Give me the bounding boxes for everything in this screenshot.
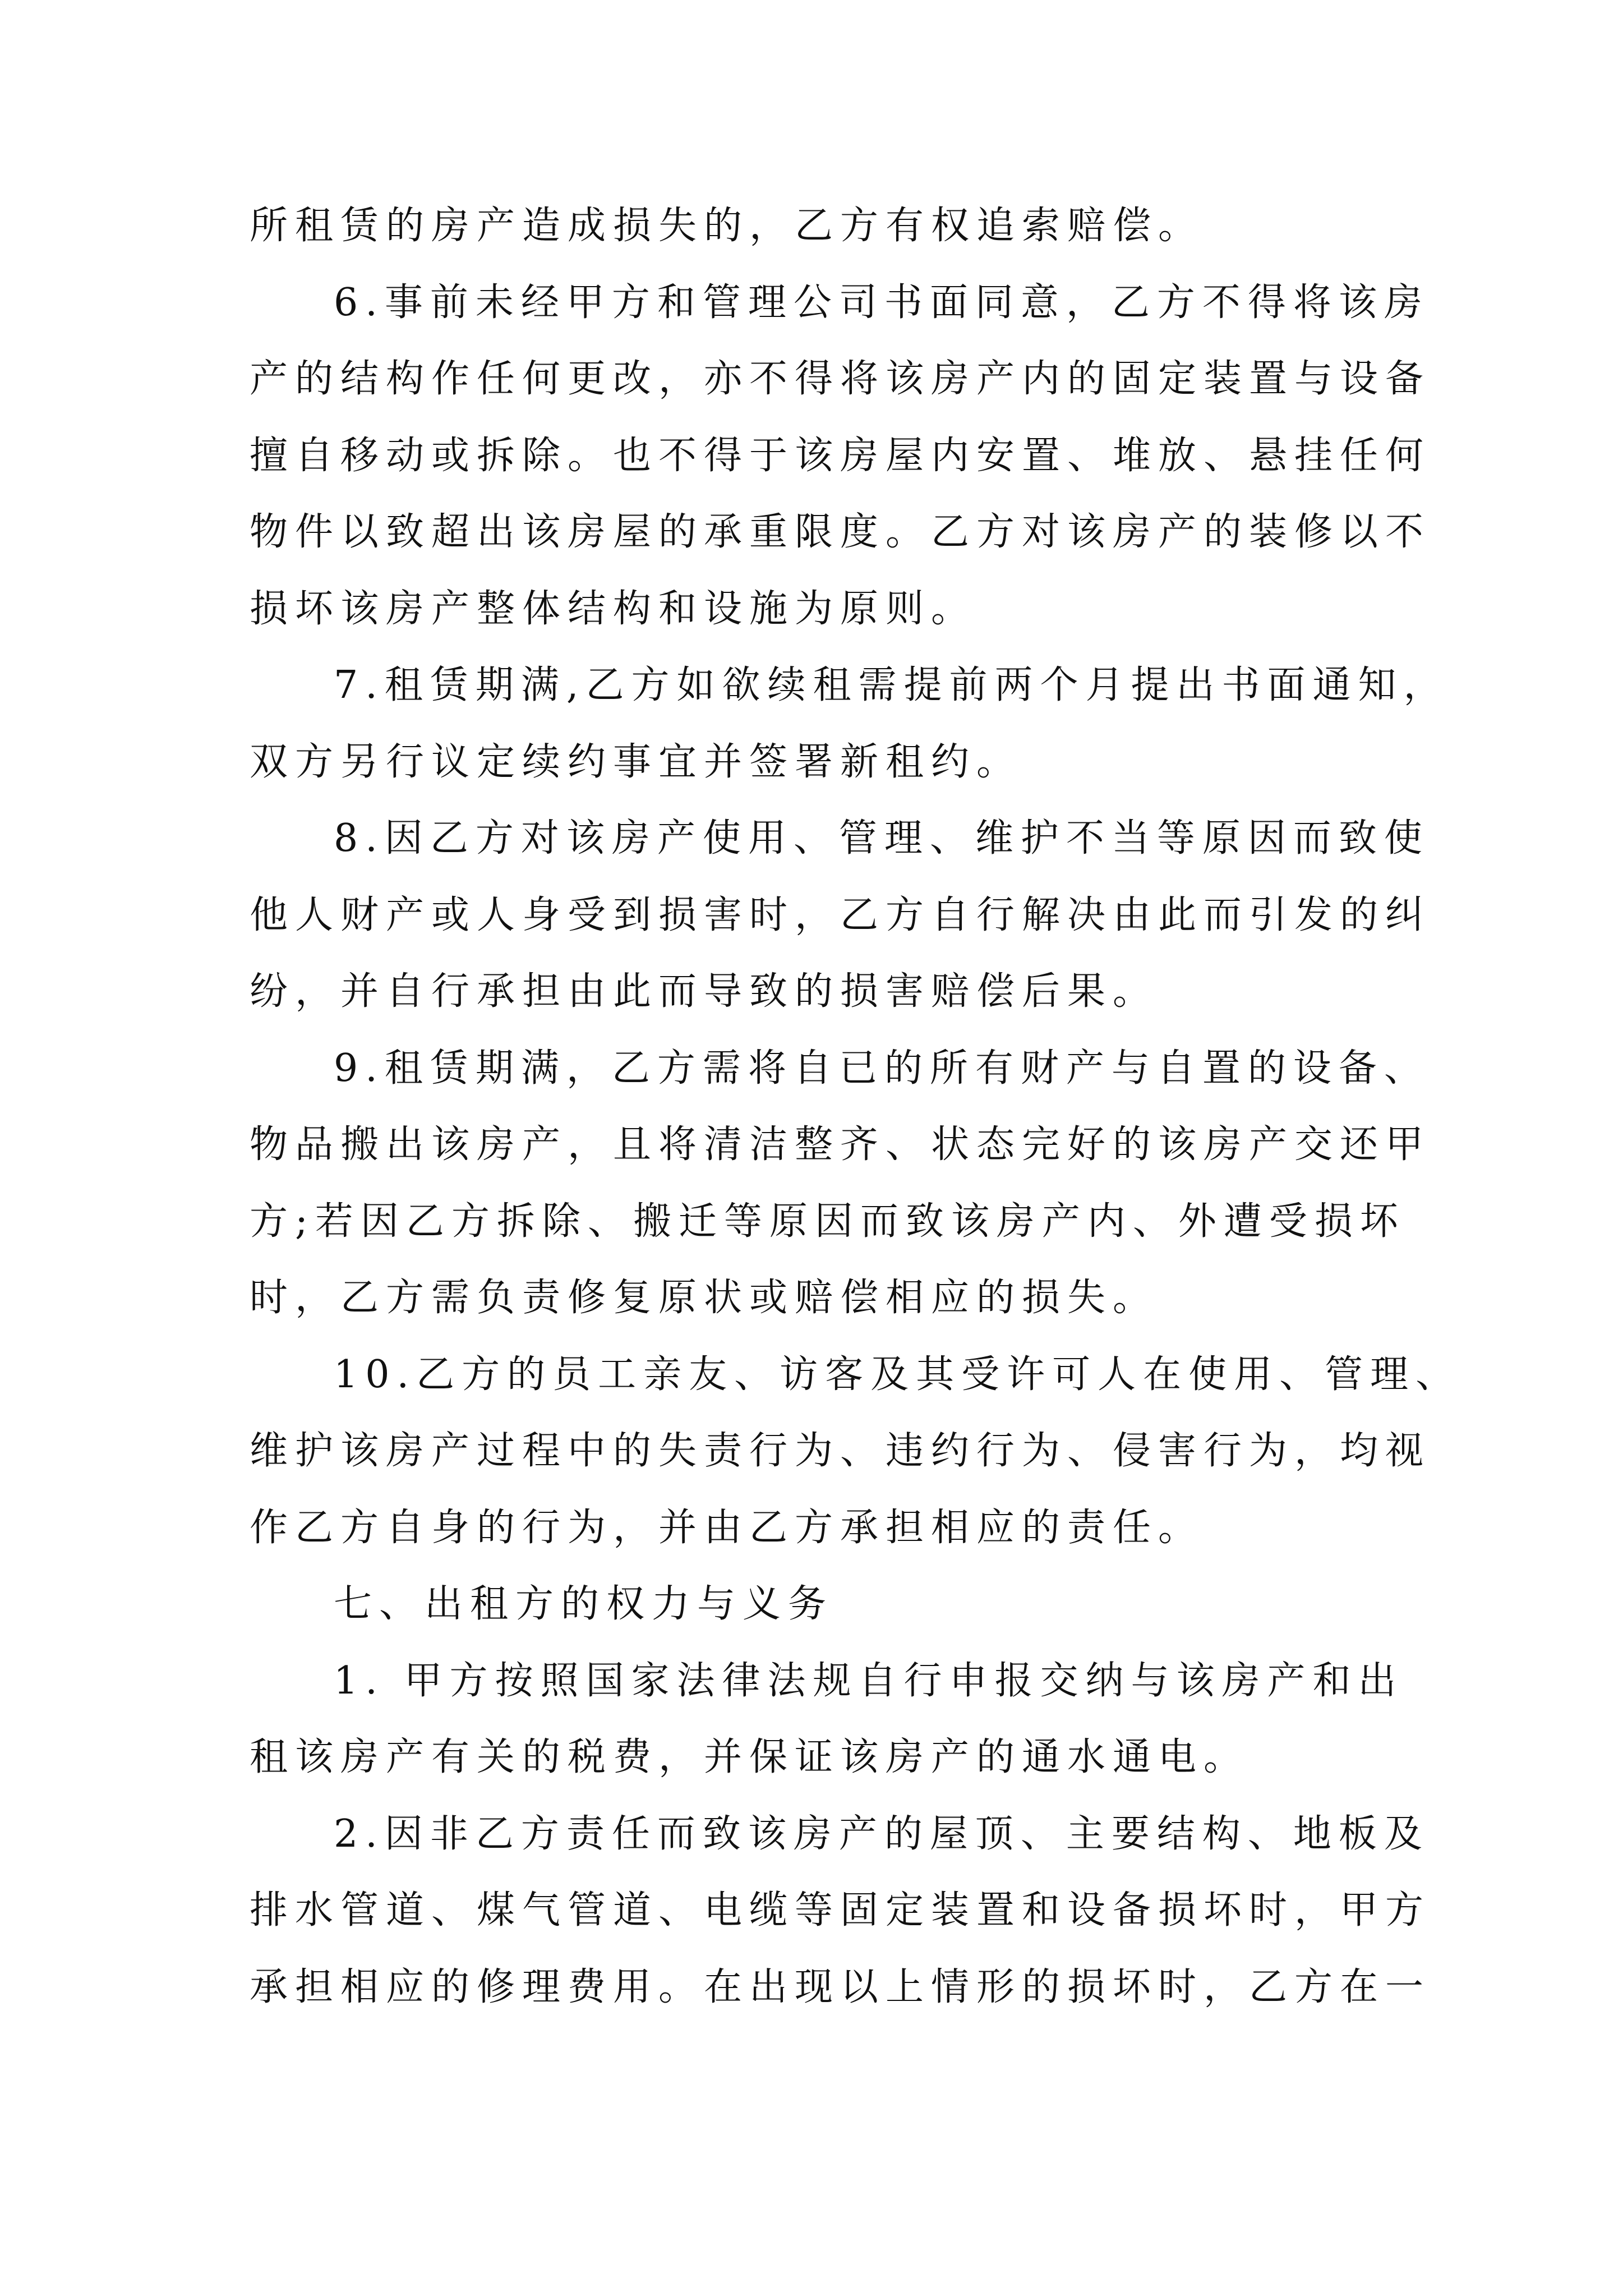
text-line: 6.事前未经甲方和管理公司书面同意，乙方不得将该房 [334, 280, 1430, 325]
text-line: 损坏该房产整体结构和设施为原则。 [250, 586, 977, 631]
text-line: 双方另行议定续约事宜并签署新租约。 [250, 739, 1022, 784]
text-line: 2.因非乙方责任而致该房产的屋顶、主要结构、地板及 [334, 1811, 1430, 1856]
document-body [250, 188, 1461, 2026]
text-line: 8.因乙方对该房产使用、管理、维护不当等原因而致使 [334, 816, 1430, 861]
text-line: 维护该房产过程中的失责行为、违约行为、侵害行为，均视 [250, 1429, 1431, 1473]
text-line: 作乙方自身的行为，并由乙方承担相应的责任。 [250, 1505, 1204, 1550]
text-line: 擅自移动或拆除。也不得于该房屋内安置、堆放、悬挂任何 [250, 433, 1431, 478]
text-line: 承担相应的修理费用。在出现以上情形的损坏时，乙方在一 [250, 1964, 1431, 2009]
text-line: 10.乙方的员工亲友、访客及其受许可人在使用、管理、 [334, 1352, 1461, 1397]
text-line: 7.租赁期满,乙方如欲续租需提前两个月提出书面通知， [334, 663, 1449, 707]
text-line: 时，乙方需负责修复原状或赔偿相应的损失。 [250, 1276, 1159, 1320]
text-line: 他人财产或人身受到损害时，乙方自行解决由此而引发的纠 [250, 892, 1431, 937]
text-line: 产的结构作任何更改，亦不得将该房产内的固定装置与设备 [250, 357, 1431, 401]
text-line: 方;若因乙方拆除、搬迁等原因而致该房产内、外遭受损坏 [250, 1199, 1405, 1244]
text-line: 排水管道、煤气管道、电缆等固定装置和设备损坏时，甲方 [250, 1888, 1431, 1932]
text-line: 物件以致超出该房屋的承重限度。乙方对该房产的装修以不 [250, 510, 1431, 554]
text-line: 租该房产有关的税费，并保证该房产的通水通电。 [250, 1735, 1249, 1779]
text-line: 1. 甲方按照国家法律法规自行申报交纳与该房产和出 [334, 1658, 1404, 1703]
text-line: 物品搬出该房产，且将清洁整齐、状态完好的该房产交还甲 [250, 1122, 1431, 1167]
text-line: 纷，并自行承担由此而导致的损害赔偿后果。 [250, 969, 1159, 1014]
text-line: 所租赁的房产造成损失的，乙方有权追索赔偿。 [250, 204, 1204, 248]
text-line: 9.租赁期满，乙方需将自已的所有财产与自置的设备、 [334, 1046, 1430, 1091]
text-line: 七、出租方的权力与义务 [334, 1582, 834, 1626]
